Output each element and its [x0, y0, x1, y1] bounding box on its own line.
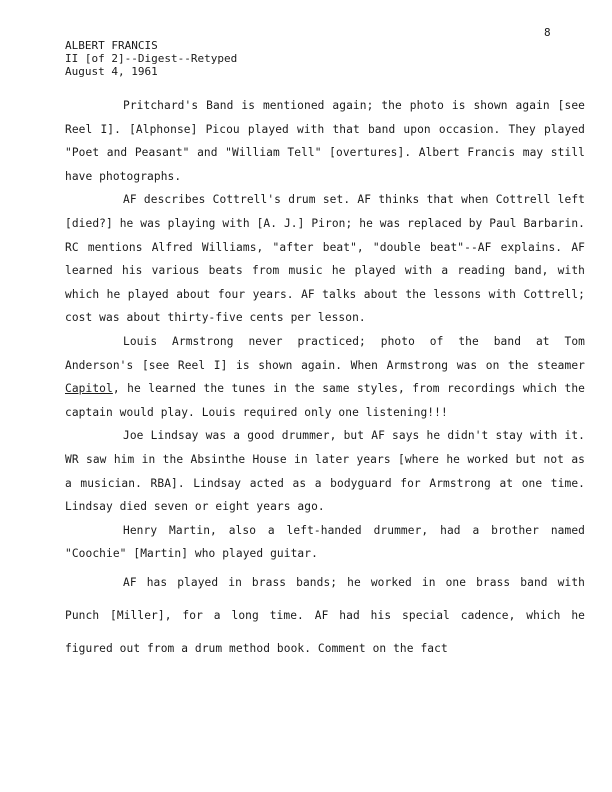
steamer-name: Capitol [65, 382, 113, 396]
header-date: August 4, 1961 [65, 65, 158, 78]
paragraph-martin: Henry Martin, also a left-handed drummer, had a brother named "Coochie" [Martin] who played guitar. [65, 523, 585, 561]
paragraph-cottrell: AF describes Cottrell's drum set. AF thinks that when Cottrell left [died?] he was playing with [A. J.] Piron; he was replaced by Paul Barbarin. RC mentions Alfred Williams, "after beat", "double beat"--AF explains. AF learned his various beats from music he played with a reading band, with which he played about four years. AF talks about the lessons with Cottrell; cost was about thirty-five cents per lesson. [65, 193, 585, 325]
header-name: ALBERT FRANCIS [65, 39, 158, 52]
paragraph-armstrong [65, 330, 585, 424]
document-body [65, 94, 585, 665]
paragraph-armstrong-after: , he learned the tunes in the same styles, from recordings which the captain would play. Louis required only one listening!!! [65, 382, 585, 419]
paragraph-lindsay: Joe Lindsay was a good drummer, but AF says he didn't stay with it. WR saw him in the Absinthe House in later years [where he worked but not as a musician. RBA]. Lindsay acted as a bodyguard for Armstrong at one time. Lindsay died seven or eight years ago. [65, 429, 585, 514]
paragraph-brass-bands: AF has played in brass bands; he worked in one brass band with Punch [Miller], for a long time. AF had his special cadence, which he figured out from a drum method book. Comment on the fact [65, 575, 585, 655]
paragraph-pritchard: Pritchard's Band is mentioned again; the photo is shown again [see Reel I]. [Alphonse] Picou played with that band upon occasion. They played "Poet and Peasant" and "William Tell" [overtures]. Albert Francis may still have photographs. [65, 99, 585, 183]
document-header [65, 39, 237, 78]
header-reel: II [of 2]--Digest--Retyped [65, 52, 238, 65]
page-number: 8 [544, 26, 551, 39]
paragraph-armstrong-before: Louis Armstrong never practiced; photo of the band at Tom Anderson's [see Reel I] is shown again. When Armstrong was on the steamer [65, 334, 585, 372]
